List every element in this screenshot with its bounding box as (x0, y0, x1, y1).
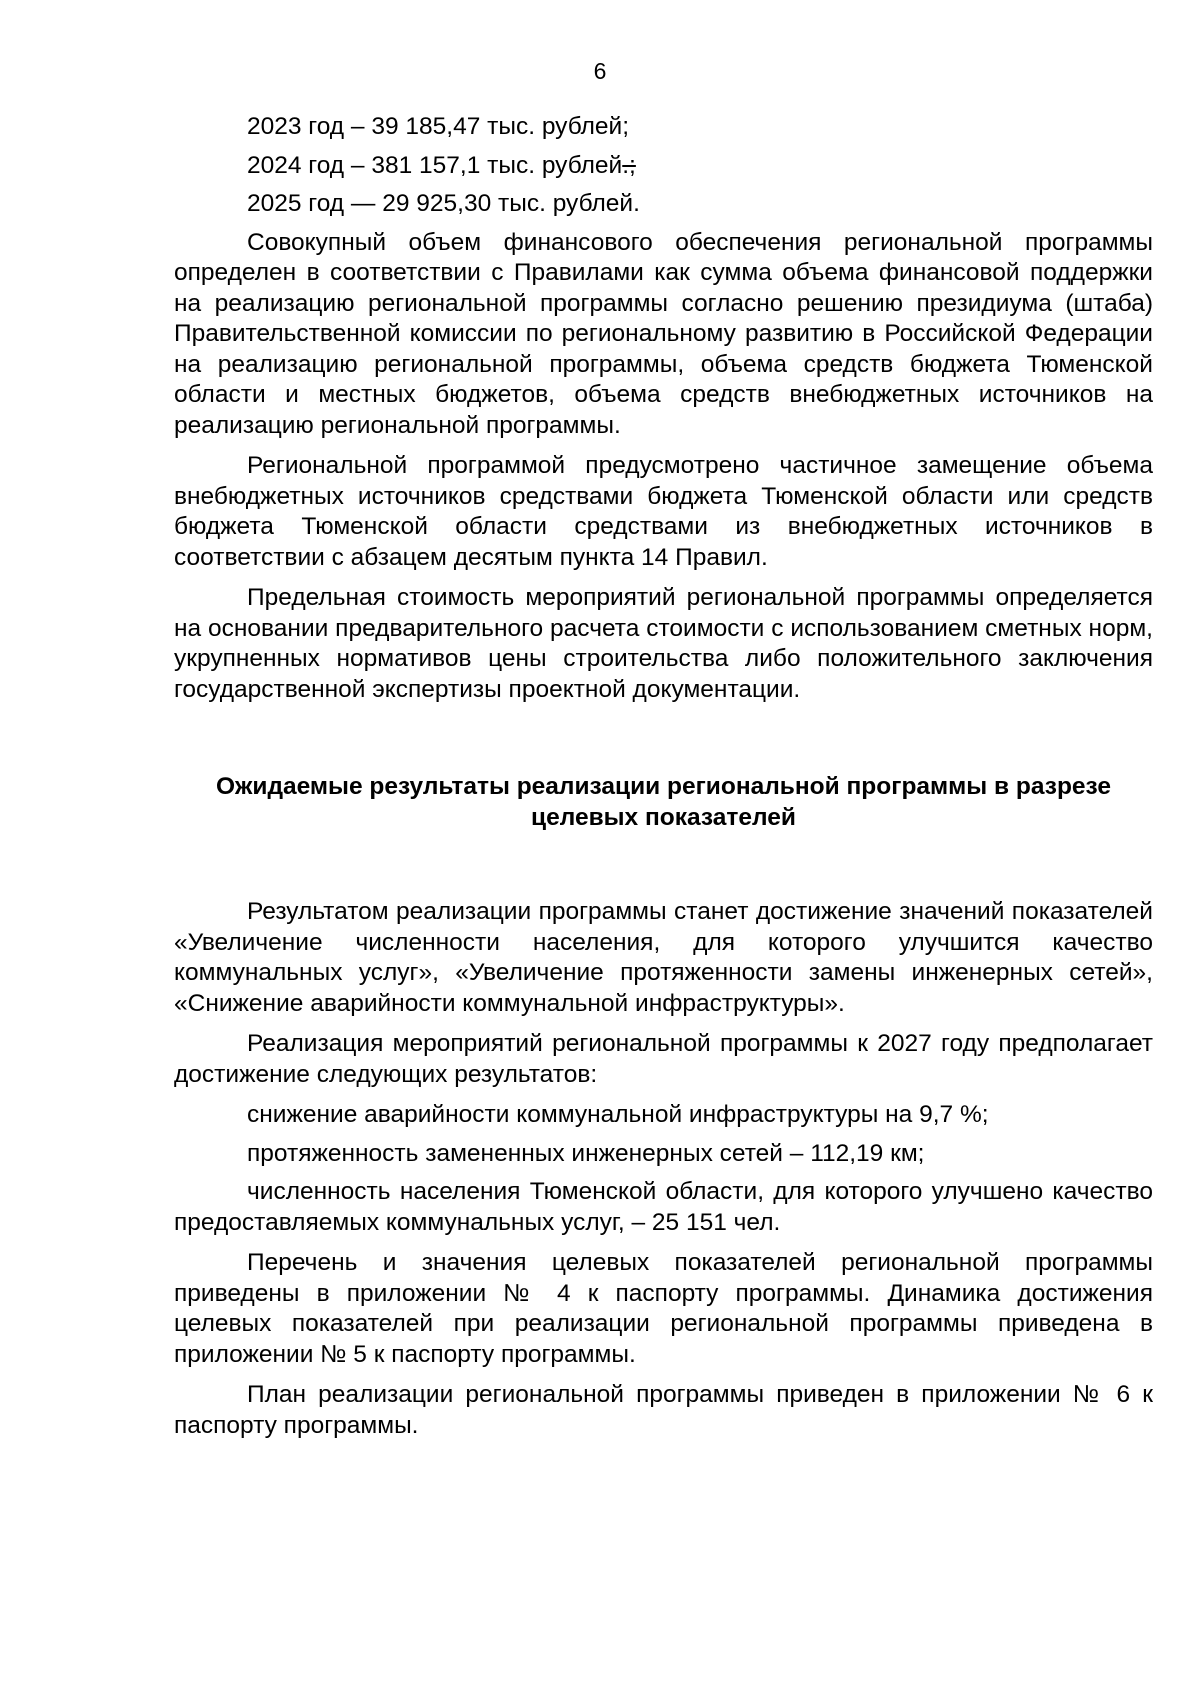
section-heading: Ожидаемые результаты реализации региональной программы в разрезе целевых показателей (215, 773, 1112, 831)
document-body (174, 112, 1153, 1451)
paragraph-indicators-list: Перечень и значения целевых показателей региональной программы приведены в приложении № 4 к паспорту программы. Динамика достижения целевых показателей при реализации региональной программы приведена в приложении № 5 к паспорту программы. (174, 1249, 1153, 1368)
budget-line-2025: 2025 год — 29 925,30 тыс. рублей. (247, 190, 640, 217)
page-number: 6 (593, 58, 607, 84)
paragraph-population: численность населения Тюменской области, для которого улучшено качество предоставляемых коммунальных услуг, – 25 151 чел. (174, 1178, 1153, 1236)
result-item-accident-rate: снижение аварийности коммунальной инфраструктуры на 9,7 %; (247, 1101, 989, 1128)
paragraph-implementation-plan: План реализации региональной программы приведен в приложении № 6 к паспорту программы. (174, 1381, 1153, 1439)
budget-line-2023: 2023 год – 39 185,47 тыс. рублей; (247, 113, 630, 140)
paragraph-expected-results: Реализация мероприятий региональной программы к 2027 году предполагает достижение следующих результатов: (174, 1030, 1153, 1088)
paragraph-total-financing: Совокупный объем финансового обеспечения региональной программы определен в соответствии с Правилами как сумма объема финансовой поддержки на реализацию региональной программы согласно решению президиума (штаба) Правительственной комиссии по региональному развитию в Российской Федерации на реализацию региональной программы, объема средств бюджета Тюменской области и местных бюджетов, объема средств внебюджетных источников на реализацию региональной программы. (174, 228, 1153, 439)
struck-punctuation: .; (622, 151, 636, 179)
result-item-network-length: протяженность замененных инженерных сетей – 112,19 км; (247, 1139, 925, 1167)
budget-line-2024: 2024 год – 381 157,1 тыс. рублей.; (247, 151, 636, 179)
paragraph-partial-replacement: Региональной программой предусмотрено частичное замещение объема внебюджетных источников средствами бюджета Тюменской области или средств бюджета Тюменской области средствами из внебюджетных источников в соответствии с абзацем десятым пункта 14 Правил. (174, 452, 1153, 571)
paragraph-program-result: Результатом реализации программы станет достижение значений показателей «Увеличение численности населения, для которого улучшится качество коммунальных услуг», «Увеличение протяженности замены инженерных сетей», «Снижение аварийности коммунальной инфраструктуры». (174, 898, 1153, 1017)
paragraph-max-cost: Предельная стоимость мероприятий региональной программы определяется на основании предварительного расчета стоимости с использованием сметных норм, укрупненных нормативов цены строительства либо положительного заключения государственной экспертизы проектной документации. (174, 584, 1153, 703)
